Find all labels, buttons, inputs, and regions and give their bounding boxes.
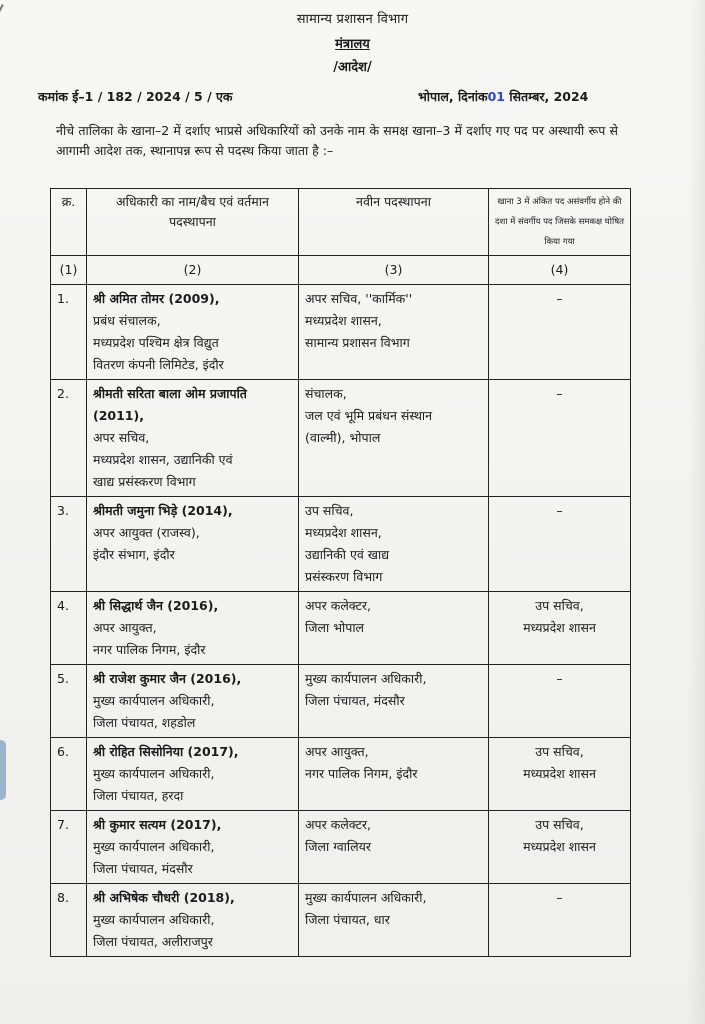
- current-posting-line: मध्यप्रदेश पश्चिम क्षेत्र विद्युत: [93, 335, 219, 350]
- current-posting-line: जिला पंचायत, हरदा: [93, 788, 184, 803]
- department-heading: सामान्य प्रशासन विभाग: [296, 12, 409, 27]
- new-posting-cell: [299, 497, 489, 592]
- header-equivalent-post: खाना 3 में अंकित पद असंवर्गीय होने की दशा में संवर्गीय पद जिसके समकक्ष घोषित किया गया: [489, 189, 631, 256]
- equivalent-post-cell: [489, 884, 631, 957]
- new-posting-line: अपर कलेक्टर,: [305, 598, 372, 613]
- current-posting-line: जिला पंचायत, अलीराजपुर: [93, 934, 213, 949]
- officer-name: श्रीमती सरिता बाला ओम प्रजापति (2011),: [93, 386, 247, 423]
- table-row: [51, 884, 631, 957]
- new-posting-line: मध्यप्रदेश शासन,: [305, 525, 382, 540]
- officer-name: श्री सिद्धार्थ जैन (2016),: [93, 598, 219, 613]
- new-posting-line: मध्यप्रदेश शासन,: [305, 313, 382, 328]
- header-serial: क्र.: [51, 189, 87, 256]
- equivalent-post-cell: [489, 665, 631, 738]
- serial-number: 1.: [51, 285, 87, 380]
- equivalent-post-cell: [489, 380, 631, 497]
- new-posting-line: मुख्य कार्यपालन अधिकारी,: [305, 890, 427, 905]
- current-posting-line: जिला पंचायत, शहडोल: [93, 715, 196, 730]
- table-body: [51, 285, 631, 957]
- col-number-4: (4): [489, 256, 631, 285]
- new-posting-cell: [299, 665, 489, 738]
- table-row: [51, 285, 631, 380]
- serial-number: 6.: [51, 738, 87, 811]
- current-posting-line: प्रबंध संचालक,: [93, 313, 161, 328]
- serial-number: 5.: [51, 665, 87, 738]
- officer-cell: [87, 811, 299, 884]
- serial-number: 2.: [51, 380, 87, 497]
- current-posting-line: मुख्य कार्यपालन अधिकारी,: [93, 766, 215, 781]
- officer-cell: [87, 285, 299, 380]
- table-row: [51, 811, 631, 884]
- table-row: [51, 665, 631, 738]
- table-row: [51, 592, 631, 665]
- table-row: [51, 497, 631, 592]
- serial-number: 8.: [51, 884, 87, 957]
- date-day: 01: [487, 89, 505, 104]
- new-posting-line: उप सचिव,: [305, 503, 354, 518]
- current-posting-line: मुख्य कार्यपालन अधिकारी,: [93, 693, 215, 708]
- new-posting-cell: [299, 738, 489, 811]
- new-posting-line: अपर कलेक्टर,: [305, 817, 372, 832]
- table-row: [51, 738, 631, 811]
- table-header-row: [51, 189, 631, 256]
- equivalent-post-line: मध्यप्रदेश शासन: [523, 766, 596, 781]
- current-posting-line: नगर पालिक निगम, इंदौर: [93, 642, 206, 657]
- equivalent-post-line: उप सचिव,: [535, 817, 584, 832]
- officer-cell: [87, 592, 299, 665]
- officer-name: श्री अभिषेक चौधरी (2018),: [93, 890, 235, 905]
- header-officer: अधिकारी का नाम/बैच एवं वर्तमान पदस्थापना: [87, 189, 299, 256]
- officer-name: श्री राजेश कुमार जैन (2016),: [93, 671, 242, 686]
- new-posting-cell: [299, 884, 489, 957]
- new-posting-line: सामान्य प्रशासन विभाग: [305, 335, 410, 350]
- equivalent-post-line: –: [556, 671, 563, 686]
- col-number-1: (1): [51, 256, 87, 285]
- order-heading: /आदेश/: [333, 60, 372, 75]
- new-posting-line: जिला भोपाल: [305, 620, 365, 635]
- column-number-row: [51, 256, 631, 285]
- col-number-3: (3): [299, 256, 489, 285]
- reference-number: कमांक ई–1 / 182 / 2024 / 5 / एक: [38, 89, 233, 104]
- current-posting-line: वितरण कंपनी लिमिटेड, इंदौर: [93, 357, 224, 372]
- col-number-2: (2): [87, 256, 299, 285]
- intro-paragraph: नीचे तालिका के खाना–2 में दर्शाए भाप्रसे अधिकारियों को उनके नाम के समक्ष खाना–3 में दर्शाए गए पद पर अस्थायी रूप से आगामी आदेश तक, स्थानापन्न रूप से पदस्थ किया जाता है :–: [56, 123, 618, 158]
- officer-cell: [87, 665, 299, 738]
- equivalent-post-line: –: [556, 386, 563, 401]
- current-posting-line: मुख्य कार्यपालन अधिकारी,: [93, 839, 215, 854]
- new-posting-cell: [299, 285, 489, 380]
- table-row: [51, 380, 631, 497]
- new-posting-line: जल एवं भूमि प्रबंधन संस्थान: [305, 408, 433, 423]
- equivalent-post-line: उप सचिव,: [535, 598, 584, 613]
- new-posting-cell: [299, 592, 489, 665]
- posting-table: [50, 188, 631, 957]
- binder-clip: [0, 740, 6, 800]
- officer-cell: [87, 738, 299, 811]
- equivalent-post-cell: [489, 811, 631, 884]
- equivalent-post-cell: [489, 738, 631, 811]
- new-posting-cell: [299, 811, 489, 884]
- equivalent-post-line: मध्यप्रदेश शासन: [523, 839, 596, 854]
- equivalent-post-line: –: [556, 503, 563, 518]
- header-new-posting: नवीन पदस्थापना: [299, 189, 489, 256]
- current-posting-line: अपर सचिव,: [93, 430, 150, 445]
- officer-name: श्री कुमार सत्यम (2017),: [93, 817, 222, 832]
- page-edge-shadow: [687, 0, 705, 1024]
- new-posting-line: जिला पंचायत, धार: [305, 912, 390, 927]
- new-posting-line: (वाल्मी), भोपाल: [305, 430, 381, 445]
- current-posting-line: मध्यप्रदेश शासन, उद्यानिकी एवं: [93, 452, 233, 467]
- current-posting-line: जिला पंचायत, मंदसौर: [93, 861, 193, 876]
- ministry-heading: मंत्रालय: [335, 37, 370, 52]
- date-suffix: सितम्बर, 2024: [505, 89, 589, 104]
- equivalent-post-cell: [489, 592, 631, 665]
- new-posting-line: नगर पालिक निगम, इंदौर: [305, 766, 418, 781]
- officer-cell: [87, 497, 299, 592]
- equivalent-post-line: उप सचिव,: [535, 744, 584, 759]
- officer-cell: [87, 380, 299, 497]
- officer-name: श्री अमित तोमर (2009),: [93, 291, 220, 306]
- officer-name: श्री रोहित सिसोनिया (2017),: [93, 744, 239, 759]
- new-posting-line: प्रसंस्करण विभाग: [305, 569, 383, 584]
- new-posting-line: संचालक,: [305, 386, 347, 401]
- officer-name: श्रीमती जमुना भिड़े (2014),: [93, 503, 233, 518]
- new-posting-line: अपर आयुक्त,: [305, 744, 369, 759]
- serial-number: 3.: [51, 497, 87, 592]
- current-posting-line: मुख्य कार्यपालन अधिकारी,: [93, 912, 215, 927]
- current-posting-line: खाद्य प्रसंस्करण विभाग: [93, 474, 196, 489]
- new-posting-line: उद्यानिकी एवं खाद्य: [305, 547, 390, 562]
- order-date: [418, 88, 588, 105]
- new-posting-line: जिला ग्वालियर: [305, 839, 371, 854]
- equivalent-post-line: –: [556, 890, 563, 905]
- current-posting-line: अपर आयुक्त,: [93, 620, 157, 635]
- serial-number: 4.: [51, 592, 87, 665]
- new-posting-line: जिला पंचायत, मंदसौर: [305, 693, 405, 708]
- current-posting-line: अपर आयुक्त (राजस्व),: [93, 525, 200, 540]
- equivalent-post-line: –: [556, 291, 563, 306]
- current-posting-line: इंदौर संभाग, इंदौर: [93, 547, 175, 562]
- date-prefix: भोपाल, दिनांक: [418, 89, 488, 104]
- officer-cell: [87, 884, 299, 957]
- new-posting-line: अपर सचिव, ''कार्मिक'': [305, 291, 413, 306]
- equivalent-post-cell: [489, 285, 631, 380]
- serial-number: 7.: [51, 811, 87, 884]
- new-posting-line: मुख्य कार्यपालन अधिकारी,: [305, 671, 427, 686]
- equivalent-post-line: मध्यप्रदेश शासन: [523, 620, 596, 635]
- new-posting-cell: [299, 380, 489, 497]
- equivalent-post-cell: [489, 497, 631, 592]
